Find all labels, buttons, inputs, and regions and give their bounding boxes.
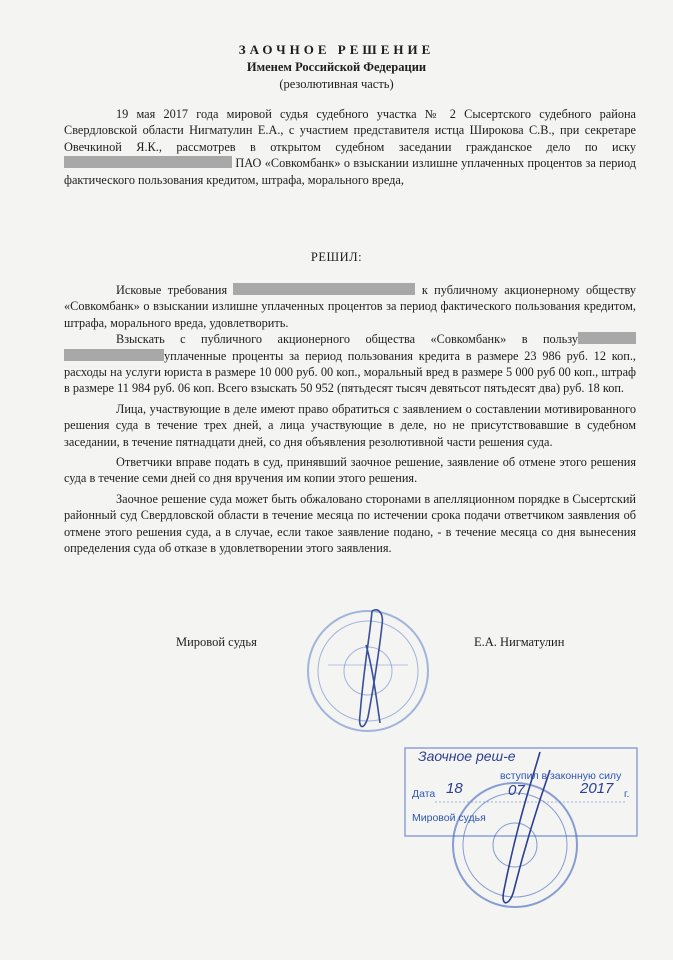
signature-name: Е.А. Нигматулин bbox=[474, 635, 565, 649]
decision-body bbox=[64, 282, 636, 557]
redacted-recipient-a bbox=[578, 332, 636, 344]
stamp-entered-label: вступил в законную силу bbox=[500, 770, 622, 782]
document-note: (резолютивная часть) bbox=[279, 77, 394, 91]
stamp-judge-label: Мировой судья bbox=[412, 812, 486, 824]
stamp-date-label: Дата bbox=[412, 788, 436, 800]
redacted-plaintiff-2 bbox=[233, 283, 415, 295]
document-title: ЗАОЧНОЕ РЕШЕНИЕ bbox=[238, 42, 435, 57]
document-subtitle: Именем Российской Федерации bbox=[246, 60, 427, 74]
stamp-handwritten: Заочное реш-е bbox=[418, 748, 516, 764]
intro-text-2: ПАО «Совкомбанк» о взыскании излишне уплаченных процентов за период фактического пользования кредитом, штрафа, морального вреда, bbox=[64, 156, 636, 187]
decision-paragraph-1: Исковые требования к публичному акционерному обществу «Совкомбанк» о взыскании излишне уплаченных процентов за период фактического пользования кредитом, штрафа, морального вреда, удовлетворить. bbox=[64, 283, 636, 330]
stamp-month: 07 bbox=[508, 782, 525, 799]
court-seal-icon bbox=[300, 605, 440, 735]
intro-paragraph bbox=[64, 106, 636, 188]
stamp-year-suffix: г. bbox=[624, 788, 630, 800]
resolved-heading: РЕШИЛ: bbox=[310, 250, 363, 264]
decision-paragraph-5: Заочное решение суда может быть обжаловано сторонами в апелляционном порядке в Сысертский районный суд Свердловской области в течение месяца по истечении срока подачи ответчиком заявления об отмене этого решения суда, а в случае, если такое заявление подано, - в течение месяца со дня вынесения определения суда об отказе в удовлетворении этого заявления. bbox=[64, 491, 636, 556]
intro-text-1: 19 мая 2017 года мировой судья судебного участка № 2 Сысертского судебного района Свердловской области Нигматулин Е.А., с участием представителя истца Широкова С.В., при секретаре Овечкиной Я.К., рассмотрев в открытом судебном заседании гражданское дело по иску bbox=[64, 107, 636, 154]
redacted-recipient-b bbox=[64, 349, 164, 361]
stamp-day: 18 bbox=[446, 780, 463, 797]
decision-paragraph-3: Лица, участвующие в деле имеют право обратиться с заявлением о составлении мотивированного решения суда в течение трех дней, а лица участвующие в деле, но не присутствовавшие в судебном заседании, в течение пятнадцати дней, со дня объявления резолютивной части решения суда. bbox=[64, 401, 636, 449]
signature-label: Мировой судья bbox=[176, 635, 257, 649]
stamp-year: 2017 bbox=[580, 780, 614, 797]
redacted-plaintiff bbox=[64, 156, 232, 168]
decision-paragraph-4: Ответчики вправе подать в суд, принявший заочное решение, заявление об отмене этого решения суда в течение семи дней со дня вручения им копии этого решения. bbox=[64, 455, 636, 486]
decision-paragraph-2: Взыскать с публичного акционерного общества «Совкомбанк» в пользу уплаченные проценты за период пользования кредита в размере 23 986 руб. 12 коп., расходы на услуги юриста в размере 10 000 руб. 00 коп., моральный вред в размере 5 000 руб 00 коп., штраф в размере 11 984 руб. 06 коп. Всего взыскать 50 952 (пятьдесят тысяч девятьсот пятьдесят два) руб. 18 коп. bbox=[64, 332, 636, 396]
